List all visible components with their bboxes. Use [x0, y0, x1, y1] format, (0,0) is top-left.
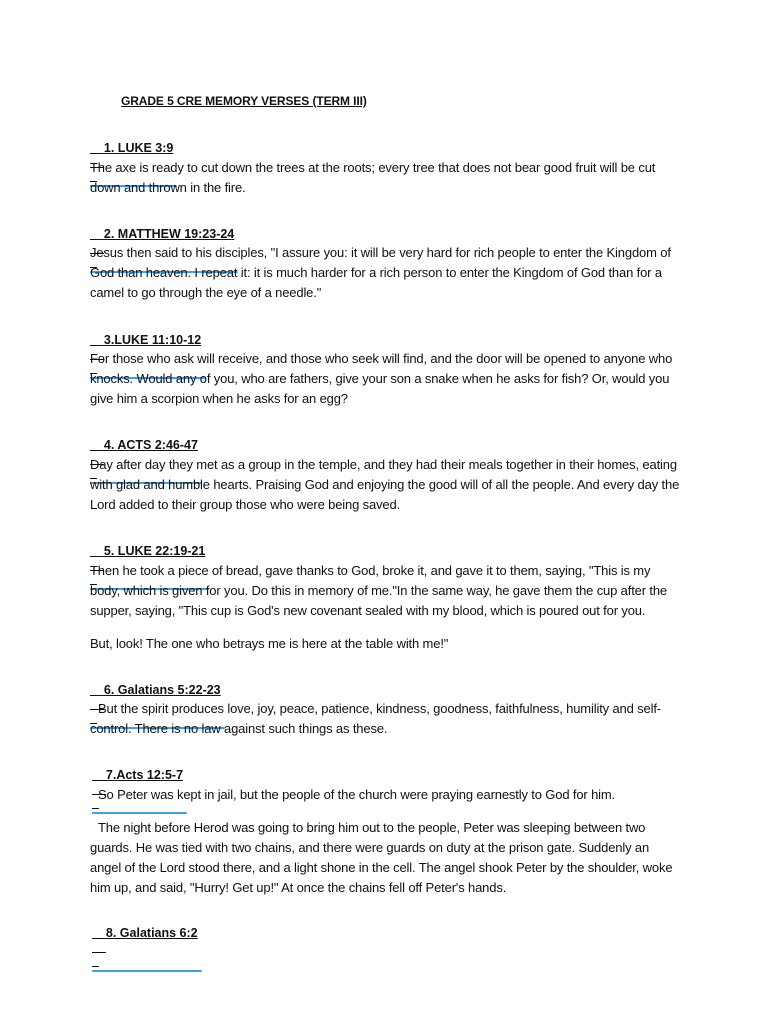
verse-paragraph: But the spirit produces love, joy, peace, patience, kindness, goodness, faithfulness, humility and self-control. There is no law against such things as these. [90, 701, 661, 736]
document-title: GRADE 5 CRE MEMORY VERSES (TERM III) [121, 94, 367, 108]
section-heading-text: 7.Acts 12:5-7 [105, 768, 184, 782]
spellcheck-underline [92, 970, 202, 972]
section-heading-text: 3.LUKE 11:10-12 [103, 333, 202, 347]
verse-paragraph: Day after day they met as a group in the temple, and they had their meals together in their homes, eating with glad and humble hearts. Praising God and enjoying the good will of all the people. And every day the Lord added to their group those who were being saved. [90, 457, 683, 512]
verse-paragraph: For those who ask will receive, and those who seek will find, and the door will be opened to anyone who knocks. Would any of you, who are fathers, give your son a snake when he asks for fish? Or, would you give him a scorpion when he asks for an egg? [90, 351, 676, 406]
section-heading-text: 2. MATTHEW 19:23-24 [103, 227, 235, 241]
verse-paragraph: But, look! The one who betrays me is here at the table with me!" [90, 636, 449, 651]
verse-paragraph: The night before Herod was going to bring him out to the people, Peter was sleeping between two guards. He was tied with two chains, and there were guards on duty at the prison gate. Suddenly an angel of the Lord stood there, and a light shone in the cell. The angel shook Peter by the shoulder, woke him up, and said, "Hurry! Get up!" At once the chains fell off Peter's hands. [90, 820, 676, 895]
section-heading-text: 6. Galatians 5:22-23 [103, 683, 221, 697]
spellcheck-underline [92, 812, 187, 814]
verse-paragraph: Then he took a piece of bread, gave thanks to God, broke it, and gave it to them, saying, "This is my body, which is given for you. Do this in memory of me."In the same way, he gave them the cup after the supper, saying, "This cup is God's new covenant sealed with my blood, which is poured out for you. [90, 563, 671, 618]
section-heading-text: 5. LUKE 22:19-21 [103, 544, 206, 558]
section-heading-text: 1. LUKE 3:9 [103, 141, 174, 155]
section-heading-text: 8. Galatians 6:2 [105, 926, 198, 940]
verse-paragraph: So Peter was kept in jail, but the people of the church were praying earnestly to God for him. [98, 787, 616, 802]
verse-paragraph: Jesus then said to his disciples, "I assure you: it will be very hard for rich people to enter the Kingdom of God than heaven. I repeat it: it is much harder for a rich person to enter the Kingdom of God than for a camel to go through the eye of a needle." [90, 245, 675, 300]
verse-paragraph: The axe is ready to cut down the trees at the roots; every tree that does not bear good fruit will be cut down and thrown in the fire. [90, 160, 659, 195]
section-heading-text: 4. ACTS 2:46-47 [103, 438, 198, 452]
section-heading-8 [92, 912, 198, 968]
